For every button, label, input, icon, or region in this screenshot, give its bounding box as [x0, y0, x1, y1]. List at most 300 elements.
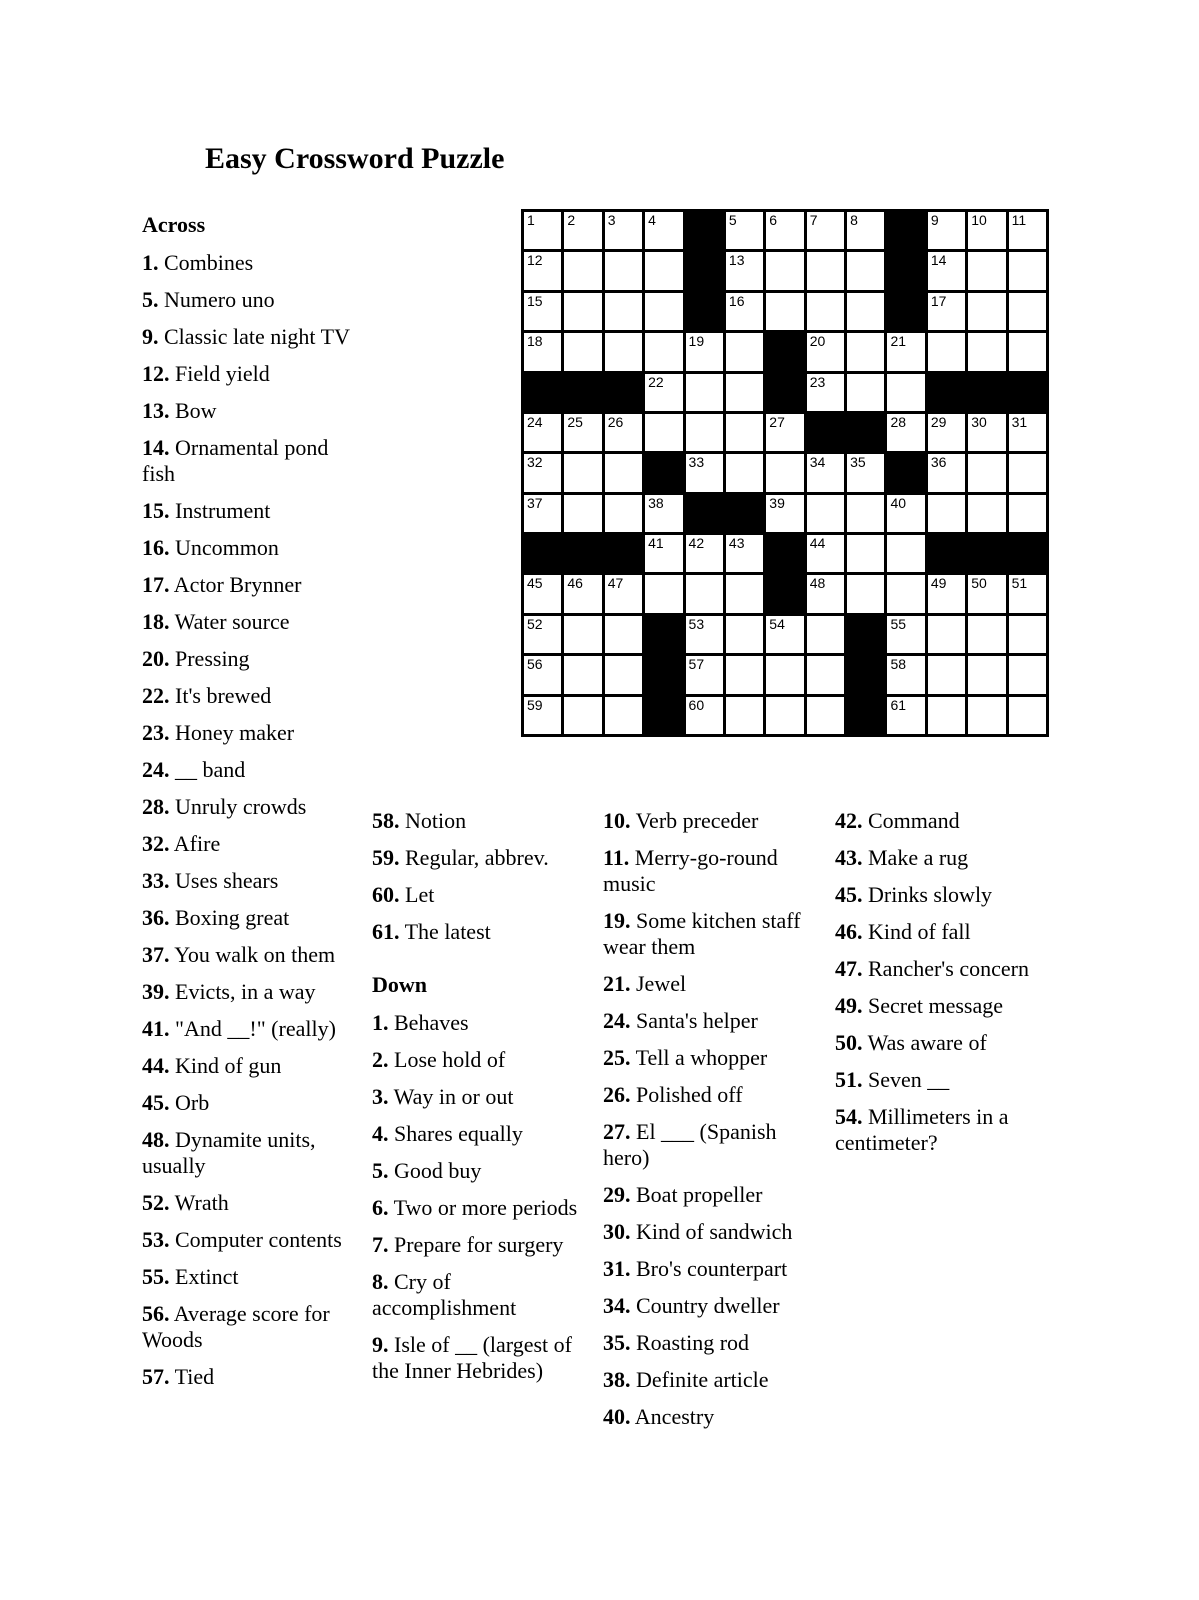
cell-number: 35 — [850, 454, 866, 471]
grid-cell[interactable] — [847, 252, 884, 289]
cell-number: 16 — [728, 292, 745, 309]
grid-cell[interactable] — [605, 252, 642, 289]
grid-cell[interactable] — [766, 252, 803, 289]
grid-cell[interactable] — [726, 374, 763, 411]
clue-number: 60. — [372, 882, 400, 907]
grid-cell[interactable] — [564, 212, 601, 249]
clue — [603, 1256, 817, 1282]
clue-text: Some kitchen staff wear them — [603, 908, 801, 959]
clue-number: 31. — [603, 1256, 631, 1281]
clue — [603, 1330, 817, 1356]
clue — [603, 908, 817, 960]
grid-cell[interactable] — [524, 454, 561, 491]
grid-cell[interactable] — [645, 495, 682, 532]
grid-cell[interactable] — [524, 616, 561, 653]
grid-cell[interactable] — [847, 535, 884, 572]
cell-number: 42 — [688, 535, 705, 552]
clue — [835, 808, 1041, 834]
grid-cell[interactable] — [1009, 575, 1046, 612]
grid-cell-black — [686, 293, 723, 330]
grid-cell[interactable] — [766, 656, 803, 693]
cell-number: 12 — [527, 252, 543, 269]
grid-cell[interactable] — [807, 575, 844, 612]
grid-cell[interactable] — [524, 656, 561, 693]
grid-cell[interactable] — [524, 293, 561, 330]
cell-number: 20 — [809, 333, 826, 350]
grid-cell[interactable] — [928, 333, 965, 370]
grid-cell[interactable] — [968, 697, 1005, 734]
clue-number: 5. — [372, 1158, 389, 1183]
clue — [142, 905, 352, 931]
clue-number: 22. — [142, 683, 170, 708]
clue-text: Water source — [174, 609, 290, 634]
grid-cell[interactable] — [928, 656, 965, 693]
clue-number: 24. — [603, 1008, 631, 1033]
grid-cell[interactable] — [524, 212, 561, 249]
clue-text: Afire — [173, 831, 221, 856]
clue-number: 46. — [835, 919, 863, 944]
clue — [372, 845, 585, 871]
grid-cell[interactable] — [928, 616, 965, 653]
cell-number: 1 — [527, 212, 535, 228]
grid-cell[interactable] — [887, 495, 924, 532]
clue-number: 33. — [142, 868, 170, 893]
clue-number: 51. — [835, 1067, 863, 1092]
grid-cell[interactable] — [564, 454, 601, 491]
grid-cell[interactable] — [766, 293, 803, 330]
clue-text: Millimeters in a centimeter? — [835, 1104, 1009, 1155]
grid-cell-black — [686, 252, 723, 289]
grid-cell-black — [968, 535, 1005, 572]
grid-cell[interactable] — [766, 212, 803, 249]
grid-cell[interactable] — [968, 454, 1005, 491]
cell-number: 47 — [607, 575, 624, 592]
clue-number: 27. — [603, 1119, 631, 1144]
clue-number: 18. — [142, 609, 170, 634]
grid-cell[interactable] — [605, 495, 642, 532]
grid-cell[interactable] — [726, 535, 763, 572]
grid-cell[interactable] — [686, 697, 723, 734]
grid-cell-black — [605, 535, 642, 572]
grid-cell[interactable] — [564, 252, 601, 289]
grid-cell[interactable] — [847, 374, 884, 411]
clue-number: 45. — [142, 1090, 170, 1115]
grid-cell[interactable] — [1009, 293, 1046, 330]
grid-cell[interactable] — [645, 374, 682, 411]
grid-cell[interactable] — [968, 575, 1005, 612]
clue-text: Unruly crowds — [175, 794, 307, 819]
cell-number: 19 — [688, 333, 705, 350]
grid-cell[interactable] — [605, 333, 642, 370]
grid-cell[interactable] — [564, 575, 601, 612]
cell-number: 52 — [527, 615, 543, 632]
clue-text: Definite article — [636, 1367, 769, 1392]
clue-text: Let — [405, 882, 435, 907]
clue — [142, 572, 352, 598]
cell-number: 24 — [527, 413, 543, 430]
cell-number: 27 — [769, 413, 785, 430]
grid-cell[interactable] — [1009, 414, 1046, 451]
clue — [142, 683, 352, 709]
clue-text: Instrument — [175, 498, 271, 523]
clue-text: Way in or out — [393, 1084, 514, 1109]
cell-number: 15 — [527, 292, 543, 309]
grid-cell[interactable] — [564, 697, 601, 734]
clue-number: 47. — [835, 956, 863, 981]
clue-number: 59. — [372, 845, 400, 870]
clue-number: 5. — [142, 287, 159, 312]
clue-text: Make a rug — [868, 845, 969, 870]
cell-number: 60 — [688, 696, 705, 713]
clue-number: 28. — [142, 794, 170, 819]
grid-cell[interactable] — [686, 333, 723, 370]
clue-text: Field yield — [175, 361, 270, 386]
grid-cell[interactable] — [726, 293, 763, 330]
clue-column-1 — [142, 212, 352, 1401]
clue-number: 44. — [142, 1053, 170, 1078]
grid-cell[interactable] — [928, 575, 965, 612]
clue-number: 55. — [142, 1264, 170, 1289]
clue-text: Regular, abbrev. — [405, 845, 549, 870]
grid-cell[interactable] — [645, 252, 682, 289]
clue-text: Command — [868, 808, 960, 833]
cell-number: 28 — [890, 413, 907, 430]
clue-number: 52. — [142, 1190, 170, 1215]
cell-number: 32 — [527, 454, 543, 471]
grid-cell[interactable] — [726, 333, 763, 370]
clue-text: Honey maker — [175, 720, 295, 745]
clue — [142, 435, 352, 487]
grid-cell[interactable] — [1009, 697, 1046, 734]
grid-cell[interactable] — [605, 616, 642, 653]
grid-cell[interactable] — [847, 293, 884, 330]
grid-cell[interactable] — [887, 616, 924, 653]
cell-number: 33 — [688, 454, 705, 471]
clue-text: Extinct — [175, 1264, 239, 1289]
clue — [142, 361, 352, 387]
grid-cell[interactable] — [807, 212, 844, 249]
grid-cell[interactable] — [686, 374, 723, 411]
clue-column-2 — [372, 808, 585, 1395]
grid-cell[interactable] — [968, 495, 1005, 532]
clue-text: Kind of fall — [868, 919, 971, 944]
grid-cell[interactable] — [605, 575, 642, 612]
cell-number: 57 — [688, 656, 705, 673]
grid-cell[interactable] — [807, 535, 844, 572]
clue — [142, 324, 352, 350]
grid-cell[interactable] — [686, 454, 723, 491]
clue — [603, 1367, 817, 1393]
grid-cell[interactable] — [1009, 252, 1046, 289]
grid-cell[interactable] — [807, 495, 844, 532]
clue-number: 19. — [603, 908, 631, 933]
down-clues-middle — [603, 808, 817, 1430]
grid-cell[interactable] — [887, 414, 924, 451]
clue — [142, 646, 352, 672]
grid-cell[interactable] — [686, 656, 723, 693]
grid-cell[interactable] — [605, 293, 642, 330]
grid-cell[interactable] — [605, 212, 642, 249]
grid-cell-black — [645, 616, 682, 653]
grid-cell[interactable] — [524, 575, 561, 612]
clue-text: Country dweller — [636, 1293, 780, 1318]
grid-cell[interactable] — [645, 414, 682, 451]
clue-number: 41. — [142, 1016, 170, 1041]
clue — [372, 1195, 585, 1221]
clue-number: 2. — [372, 1047, 389, 1072]
clue-number: 25. — [603, 1045, 631, 1070]
clue-text: Roasting rod — [636, 1330, 750, 1355]
grid-cell[interactable] — [726, 616, 763, 653]
clue-number: 34. — [603, 1293, 631, 1318]
grid-cell[interactable] — [766, 454, 803, 491]
cell-number: 38 — [648, 494, 664, 511]
cell-number: 29 — [930, 413, 947, 430]
clue — [142, 609, 352, 635]
clue — [835, 882, 1041, 908]
grid-cell[interactable] — [847, 333, 884, 370]
grid-cell[interactable] — [887, 374, 924, 411]
clue-number: 38. — [603, 1367, 631, 1392]
grid-cell[interactable] — [807, 616, 844, 653]
clue-text: Ornamental pond fish — [142, 435, 329, 486]
clue-number: 49. — [835, 993, 863, 1018]
cell-number: 7 — [809, 212, 818, 228]
grid-cell[interactable] — [928, 697, 965, 734]
clue-text: Boat propeller — [636, 1182, 763, 1207]
clue-number: 43. — [835, 845, 863, 870]
cell-number: 9 — [930, 212, 939, 228]
clue-text: Tied — [174, 1364, 215, 1389]
grid-cell[interactable] — [807, 454, 844, 491]
clue-text: Seven __ — [868, 1067, 950, 1092]
grid-cell-black — [766, 333, 803, 370]
clue-number: 9. — [142, 324, 159, 349]
grid-cell[interactable] — [887, 656, 924, 693]
grid-cell[interactable] — [645, 575, 682, 612]
grid-cell[interactable] — [726, 414, 763, 451]
grid-cell[interactable] — [1009, 656, 1046, 693]
grid-cell[interactable] — [726, 252, 763, 289]
grid-cell[interactable] — [605, 697, 642, 734]
grid-cell[interactable] — [928, 293, 965, 330]
grid-cell[interactable] — [564, 333, 601, 370]
grid-cell[interactable] — [605, 414, 642, 451]
grid-cell[interactable] — [928, 414, 965, 451]
grid-cell[interactable] — [968, 616, 1005, 653]
clue — [835, 919, 1041, 945]
clue — [372, 1158, 585, 1184]
grid-cell[interactable] — [887, 575, 924, 612]
cell-number: 39 — [769, 494, 785, 511]
grid-cell[interactable] — [564, 293, 601, 330]
grid-cell-black — [766, 575, 803, 612]
grid-cell-black — [766, 535, 803, 572]
grid-cell[interactable] — [1009, 495, 1046, 532]
clue-text: You walk on them — [174, 942, 336, 967]
grid-cell[interactable] — [524, 252, 561, 289]
clue-text: Prepare for surgery — [394, 1232, 564, 1257]
cell-number: 26 — [607, 413, 624, 430]
grid-cell[interactable] — [645, 293, 682, 330]
grid-cell[interactable] — [1009, 212, 1046, 249]
grid-cell[interactable] — [726, 697, 763, 734]
cell-number: 5 — [728, 212, 737, 228]
clue-text: Pressing — [175, 646, 250, 671]
grid-cell[interactable] — [847, 212, 884, 249]
grid-cell[interactable] — [645, 212, 682, 249]
clue — [142, 498, 352, 524]
clue — [603, 1182, 817, 1208]
clue — [835, 845, 1041, 871]
grid-cell[interactable] — [524, 495, 561, 532]
grid-cell[interactable] — [887, 697, 924, 734]
grid-cell[interactable] — [726, 212, 763, 249]
clue-number: 17. — [142, 572, 170, 597]
grid-cell[interactable] — [807, 252, 844, 289]
clue-text: Secret message — [868, 993, 1003, 1018]
grid-cell[interactable] — [726, 575, 763, 612]
cell-number: 56 — [527, 656, 543, 673]
grid-cell[interactable] — [686, 414, 723, 451]
grid-cell-black — [928, 535, 965, 572]
grid-cell[interactable] — [605, 656, 642, 693]
grid-cell[interactable] — [686, 575, 723, 612]
clue-number: 35. — [603, 1330, 631, 1355]
grid-cell[interactable] — [1009, 333, 1046, 370]
crossword-grid — [521, 209, 1049, 737]
grid-cell-black — [726, 495, 763, 532]
clue-text: Polished off — [636, 1082, 743, 1107]
clue — [603, 845, 817, 897]
clue-text: Tell a whopper — [635, 1045, 768, 1070]
grid-cell[interactable] — [766, 697, 803, 734]
cell-number: 61 — [890, 696, 907, 713]
cell-number: 55 — [890, 615, 907, 632]
grid-cell[interactable] — [847, 454, 884, 491]
cell-number: 45 — [527, 575, 543, 592]
grid-cell[interactable] — [928, 495, 965, 532]
grid-cell[interactable] — [726, 454, 763, 491]
clue-number: 45. — [835, 882, 863, 907]
grid-cell[interactable] — [807, 293, 844, 330]
clue-text: Drinks slowly — [868, 882, 993, 907]
grid-cell-black — [524, 374, 561, 411]
grid-cell-black — [766, 374, 803, 411]
clue — [142, 942, 352, 968]
cell-number: 14 — [930, 252, 947, 269]
cell-number: 41 — [648, 535, 664, 552]
grid-cell[interactable] — [524, 333, 561, 370]
clue-text: __ band — [175, 757, 246, 782]
across-clues-main — [142, 250, 352, 1390]
cell-number: 30 — [971, 413, 987, 430]
grid-cell[interactable] — [968, 212, 1005, 249]
grid-cell[interactable] — [686, 535, 723, 572]
grid-cell[interactable] — [645, 333, 682, 370]
clue-text: Uses shears — [175, 868, 279, 893]
clue-text: Santa's helper — [636, 1008, 758, 1033]
grid-cell[interactable] — [1009, 454, 1046, 491]
grid-cell[interactable] — [686, 616, 723, 653]
grid-cell[interactable] — [887, 535, 924, 572]
grid-cell[interactable] — [807, 333, 844, 370]
clue — [142, 1090, 352, 1116]
grid-cell-black — [686, 495, 723, 532]
cell-number: 21 — [890, 333, 907, 350]
grid-cell[interactable] — [524, 697, 561, 734]
clue-number: 11. — [603, 845, 630, 870]
clue-text: It's brewed — [175, 683, 272, 708]
grid-cell[interactable] — [807, 374, 844, 411]
cell-number: 11 — [1011, 212, 1027, 228]
clue-text: Was aware of — [867, 1030, 987, 1055]
grid-cell[interactable] — [564, 616, 601, 653]
clue — [372, 882, 585, 908]
grid-cell[interactable] — [807, 656, 844, 693]
clue-number: 57. — [142, 1364, 170, 1389]
cell-number: 6 — [769, 212, 778, 228]
clue-text: Ancestry — [634, 1404, 715, 1429]
cell-number: 18 — [527, 333, 543, 350]
grid-cell[interactable] — [564, 495, 601, 532]
grid-cell[interactable] — [968, 414, 1005, 451]
grid-cell[interactable] — [766, 414, 803, 451]
clue-number: 37. — [142, 942, 170, 967]
clue-number: 1. — [142, 250, 159, 275]
grid-cell[interactable] — [564, 414, 601, 451]
cell-number: 40 — [890, 494, 907, 511]
clue — [142, 1127, 352, 1179]
cell-number: 49 — [930, 575, 947, 592]
grid-cell-black — [564, 535, 601, 572]
grid-cell[interactable] — [928, 454, 965, 491]
grid-cell[interactable] — [645, 535, 682, 572]
cell-number: 37 — [527, 494, 543, 511]
grid-cell[interactable] — [766, 495, 803, 532]
grid-cell-black — [887, 454, 924, 491]
grid-cell[interactable] — [968, 252, 1005, 289]
grid-cell[interactable] — [726, 656, 763, 693]
clue-number: 21. — [603, 971, 631, 996]
grid-cell[interactable] — [887, 333, 924, 370]
grid-cell[interactable] — [968, 293, 1005, 330]
clue — [835, 993, 1041, 1019]
grid-cell[interactable] — [1009, 616, 1046, 653]
grid-cell[interactable] — [928, 212, 965, 249]
grid-cell[interactable] — [928, 252, 965, 289]
grid-cell[interactable] — [605, 454, 642, 491]
grid-cell[interactable] — [766, 616, 803, 653]
clue-number: 10. — [603, 808, 631, 833]
clue-number: 13. — [142, 398, 170, 423]
grid-cell-black — [1009, 374, 1046, 411]
clue-text: Jewel — [636, 971, 687, 996]
clue-text: Classic late night TV — [164, 324, 350, 349]
clue — [142, 1364, 352, 1390]
grid-cell[interactable] — [524, 414, 561, 451]
grid-cell[interactable] — [847, 495, 884, 532]
grid-cell-black — [645, 656, 682, 693]
grid-cell[interactable] — [807, 697, 844, 734]
grid-cell[interactable] — [968, 333, 1005, 370]
grid-cell[interactable] — [847, 575, 884, 612]
clue-text: Kind of gun — [175, 1053, 282, 1078]
clue-text: Shares equally — [394, 1121, 523, 1146]
grid-cell[interactable] — [968, 656, 1005, 693]
grid-cell[interactable] — [564, 656, 601, 693]
clue-text: Kind of sandwich — [636, 1219, 793, 1244]
